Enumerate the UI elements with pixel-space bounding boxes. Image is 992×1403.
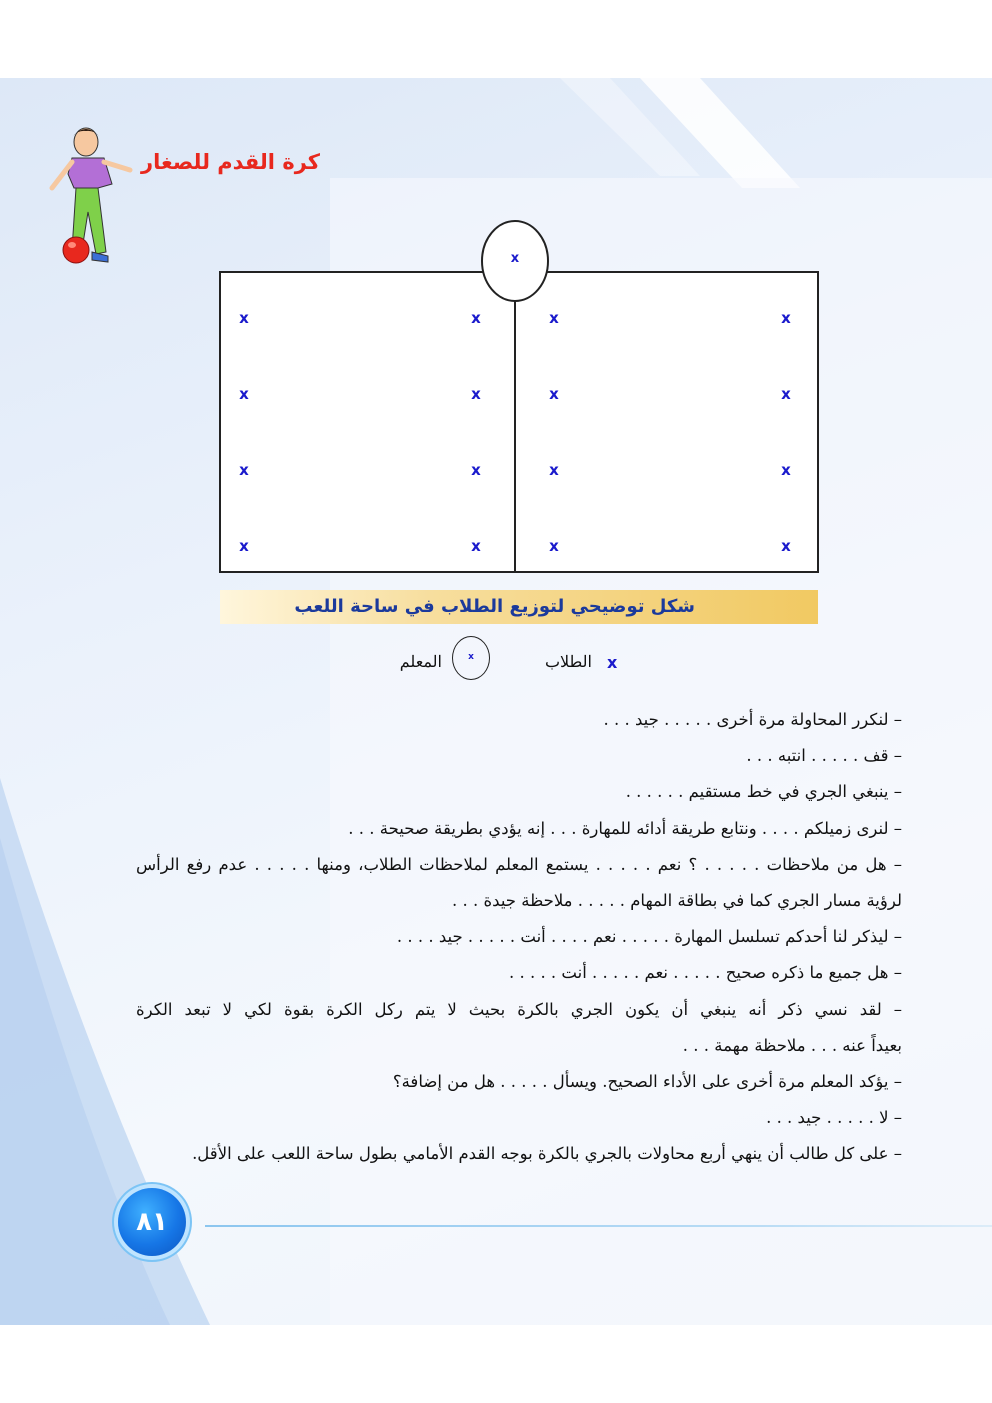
diagram-caption: شكل توضيحي لتوزيع الطلاب في ساحة اللعب	[294, 596, 695, 617]
text-line: – لنكرر المحاولة مرة أخرى . . . . . جيد . . .	[603, 710, 902, 729]
student-mark: x	[239, 309, 249, 327]
student-mark: x	[781, 537, 791, 555]
text-line: – لا . . . . . جيد . . .	[766, 1108, 902, 1128]
student-mark: x	[471, 385, 481, 403]
text-line: – لقد نسي ذكر أنه ينبغي أن يكون الجري بالكرة بحيث لا يتم ركل الكرة بقوة لكي لا تبعد الكرة	[136, 999, 902, 1019]
text-line: – ليذكر لنا أحدكم تسلسل المهارة . . . . . نعم . . . . أنت . . . . . جيد . . . .	[396, 927, 902, 947]
lesson-dialogue	[136, 702, 902, 1173]
footer-divider	[205, 1225, 992, 1227]
student-mark: x	[471, 309, 481, 327]
student-mark: x	[239, 461, 249, 479]
text-line: – قف . . . . . انتبه . . .	[746, 746, 902, 766]
text-line: – على كل طالب أن ينهي أربع محاولات بالجري بالكرة بوجه القدم الأمامي بطول ساحة اللعب على الأقل.	[192, 1144, 902, 1164]
student-mark: x	[239, 385, 249, 403]
text-line: بعيداً عنه . . . ملاحظة مهمة . . .	[682, 1035, 902, 1055]
text-line: – ينبغي الجري في خط مستقيم . . . . . .	[625, 782, 902, 802]
student-mark: x	[781, 385, 791, 403]
text-line: – هل جميع ما ذكره صحيح . . . . . نعم . . . . . أنت . . . . .	[508, 963, 902, 983]
page-number: ٨١	[118, 1188, 186, 1256]
student-mark: x	[239, 537, 249, 555]
student-mark: x	[549, 385, 559, 403]
book-title: كرة القدم للصغار	[141, 150, 320, 174]
text-line: لرؤية مسار الجري كما في بطاقة المهام . . . . . ملاحظة جيدة . . .	[452, 891, 902, 911]
student-mark: x	[549, 309, 559, 327]
legend-students-label: الطلاب	[544, 652, 592, 671]
student-mark: x	[471, 461, 481, 479]
text-line: – هل من ملاحظات . . . . . ؟ نعم . . . . . يستمع المعلم لملاحظات الطلاب، ومنها . . . . . عدم رفع الرأس	[136, 854, 902, 874]
student-mark: x	[781, 461, 791, 479]
student-mark: x	[549, 537, 559, 555]
legend-teacher-mark: x	[452, 636, 490, 680]
text-line: – يؤكد المعلم مرة أخرى على الأداء الصحيح. ويسأل . . . . . هل من إضافة؟	[392, 1072, 902, 1092]
legend-student-mark: x	[607, 653, 618, 672]
text-line: – لنرى زميلكم . . . . ونتابع طريقة أدائه للمهارة . . . إنه يؤدي بطريقة صحيحة . . .	[348, 818, 902, 838]
student-mark: x	[471, 537, 481, 555]
field-diagram	[0, 0, 992, 640]
student-mark: x	[781, 309, 791, 327]
teacher-mark: x	[510, 251, 520, 266]
legend-teacher-label: المعلم	[399, 652, 442, 671]
student-mark: x	[549, 461, 559, 479]
field-boundary	[220, 272, 818, 572]
